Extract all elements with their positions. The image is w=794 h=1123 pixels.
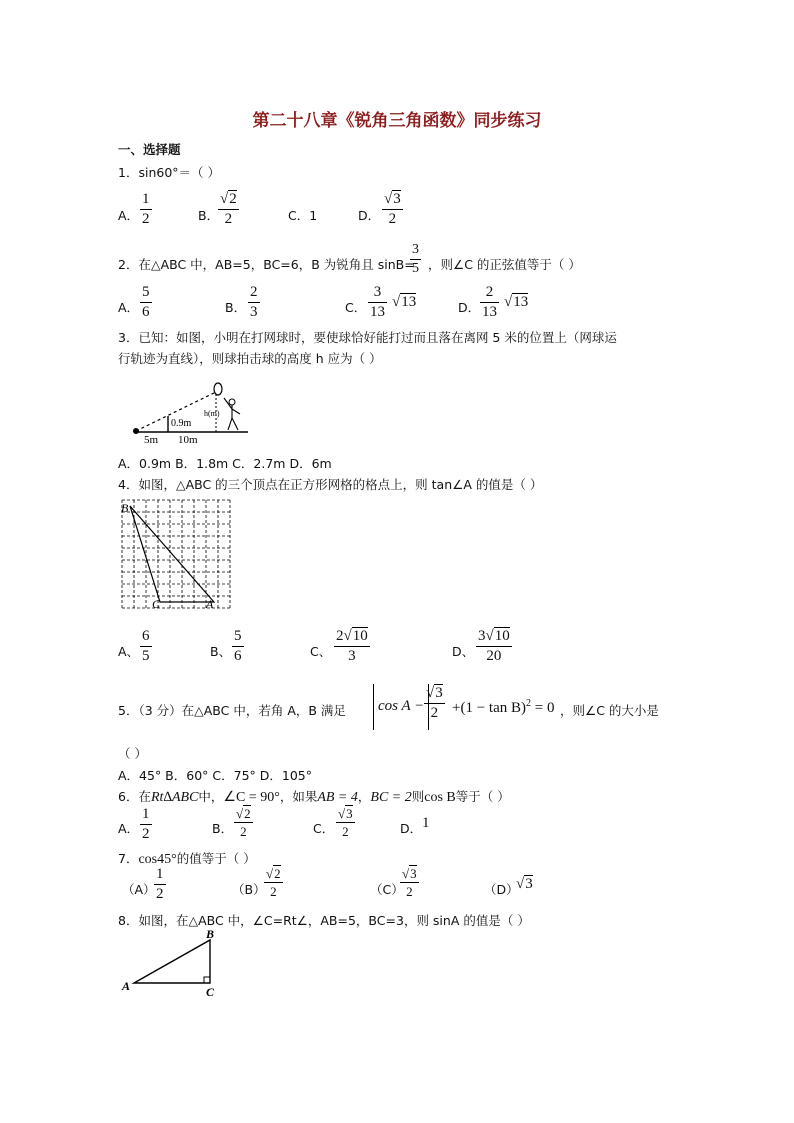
q7-c-radicand: 3 bbox=[410, 866, 417, 881]
q2-option-d-radical: √13 bbox=[504, 294, 529, 310]
q3-player-body bbox=[224, 398, 240, 430]
q2-c-num: 3 bbox=[373, 284, 382, 300]
q4-label-c: C bbox=[152, 597, 161, 610]
q6-ab: AB = 4 bbox=[317, 790, 358, 805]
q2-a-den: 6 bbox=[142, 304, 150, 320]
q4-option-c-fraction: 2√10 3 bbox=[336, 628, 368, 664]
q7-option-d-label: （D） bbox=[484, 882, 519, 897]
q8-label-b: B bbox=[206, 928, 215, 941]
q4-d-coef: 3 bbox=[478, 628, 486, 644]
q4-d-den: 20 bbox=[486, 648, 502, 664]
q5-stem-b: ，则∠C 的大小是 bbox=[560, 703, 659, 718]
q6-b-radicand: 2 bbox=[244, 806, 251, 821]
q4-d-radicand: 10 bbox=[494, 628, 510, 644]
q8-triangle-figure bbox=[118, 928, 228, 998]
q3-5m-label: 5m bbox=[144, 434, 159, 446]
q4-b-num: 5 bbox=[234, 628, 242, 644]
q7-option-c-label: （C） bbox=[370, 882, 404, 897]
q1-a-denominator: 2 bbox=[142, 211, 150, 227]
q1-option-c: C．1 bbox=[288, 208, 318, 223]
q6-angle-c: ∠C = 90° bbox=[223, 790, 280, 805]
q5-sqrt3-over-2: √3 2 bbox=[426, 685, 443, 721]
q2-option-a-label: A． bbox=[118, 300, 140, 315]
q2-sinB-den: 5 bbox=[412, 261, 419, 276]
q2-option-d-fraction bbox=[480, 285, 499, 320]
q6-option-a-label: A． bbox=[118, 821, 140, 836]
q4-triangle bbox=[130, 506, 214, 602]
q1-option-b-fraction: √2 2 bbox=[220, 191, 237, 227]
q5-radicand: 3 bbox=[435, 685, 443, 701]
q4-a-den: 5 bbox=[142, 648, 150, 664]
q6-option-d-label: D． bbox=[400, 821, 423, 836]
q4-label-b: B bbox=[121, 501, 129, 515]
q1-d-denominator: 2 bbox=[388, 211, 397, 227]
q4-option-a-label: A、 bbox=[118, 644, 140, 659]
q2-d-den: 13 bbox=[482, 304, 497, 320]
q7-option-b-fraction: √2 2 bbox=[266, 866, 281, 899]
q2-stem-b: ，则∠C 的正弦值等于（ ） bbox=[428, 257, 581, 272]
q3-player-head bbox=[229, 399, 235, 405]
q3-tennis-figure bbox=[128, 380, 253, 448]
q5-paren: （ ） bbox=[118, 746, 147, 761]
q6-b-den: 2 bbox=[240, 824, 247, 839]
q4-stem: 4．如图，△ABC 的三个顶点在正方形网格的格点上，则 tan∠A 的值是（ ） bbox=[118, 477, 543, 492]
q3-10m-label: 10m bbox=[178, 434, 198, 446]
q3-stem-line1: 3．已知：如图，小明在打网球时，要使球恰好能打过而且落在离网 5 米的位置上（网球运 bbox=[118, 330, 617, 345]
q4-a-num: 6 bbox=[142, 628, 150, 644]
q6-text-a: 6．在 bbox=[118, 789, 151, 804]
q6-a-den: 2 bbox=[142, 826, 150, 842]
q6-option-a-fraction bbox=[140, 807, 152, 842]
q2-b-num: 2 bbox=[250, 284, 258, 300]
q5-options: A．45° B．60° C．75° D．105° bbox=[118, 768, 312, 783]
q6-rt-abc: Rt∆ABC bbox=[150, 790, 199, 805]
q6-option-c-fraction: √3 2 bbox=[338, 806, 353, 839]
q7-option-b-label: （B） bbox=[232, 882, 266, 897]
q2-d-radicand: 13 bbox=[513, 294, 529, 310]
q6-text-f: 等于（ ） bbox=[455, 789, 510, 804]
q7-b-radicand: 2 bbox=[274, 866, 281, 881]
q6-option-b-fraction: √2 2 bbox=[236, 806, 251, 839]
q2-option-c-fraction bbox=[368, 285, 387, 320]
q6-option-d-value: 1 bbox=[422, 815, 430, 831]
q7-b-den: 2 bbox=[270, 884, 277, 899]
q3-net-label: 0.9m bbox=[171, 418, 192, 429]
q6-c-den: 2 bbox=[342, 824, 349, 839]
q8-triangle bbox=[134, 940, 210, 983]
q3-stem-line2: 行轨迹为直线），则球拍击球的高度 h 应为（ ） bbox=[118, 351, 382, 366]
q2-sinB-fraction bbox=[410, 243, 421, 276]
q4-c-coef: 2 bbox=[336, 628, 344, 644]
q1-option-d-fraction: √3 2 bbox=[384, 191, 401, 227]
q1-d-radicand: 3 bbox=[393, 191, 401, 207]
q4-option-d-fraction: 3√10 20 bbox=[478, 628, 510, 664]
q2-option-b-fraction bbox=[248, 285, 260, 320]
q2-option-a-fraction bbox=[140, 285, 152, 320]
q6-text-b: 中， bbox=[198, 789, 224, 804]
q5-abs-expression bbox=[373, 684, 429, 730]
q4-option-a-fraction bbox=[140, 629, 152, 664]
q8-stem: 8．如图，在△ABC 中，∠C=Rt∠，AB=5，BC=3，则 sinA 的值是（ ） bbox=[118, 913, 530, 928]
q7-option-d-radical: √3 bbox=[516, 876, 533, 892]
q7-a-num: 1 bbox=[156, 866, 164, 882]
q5-cos-a: cos A − bbox=[378, 698, 425, 714]
q3-height-label: h(m) bbox=[204, 409, 220, 418]
q2-a-num: 5 bbox=[142, 284, 150, 300]
q4-option-b-label: B、 bbox=[210, 644, 232, 659]
q6-option-b-label: B． bbox=[212, 821, 234, 836]
q2-option-c-radical: √13 bbox=[392, 294, 417, 310]
q2-c-radicand: 13 bbox=[401, 294, 417, 310]
q4-label-a: A bbox=[206, 597, 214, 610]
q2-option-b-label: B． bbox=[225, 300, 247, 315]
q7-stem bbox=[118, 849, 256, 868]
q7-cos45: cos45° bbox=[138, 852, 177, 867]
q2-sinB-num: 3 bbox=[412, 242, 419, 257]
q5-tan-term bbox=[452, 698, 554, 717]
q1-option-b-label: B． bbox=[198, 208, 220, 223]
q8-label-c: C bbox=[206, 985, 215, 998]
q7-a-den: 2 bbox=[156, 886, 164, 902]
q4-b-den: 6 bbox=[234, 648, 242, 664]
q2-option-c-label: C． bbox=[345, 300, 367, 315]
q2-c-den: 13 bbox=[370, 304, 385, 320]
q6-cos-b: cos B bbox=[424, 790, 456, 805]
q1-stem: 1．sin60°＝（ ） bbox=[118, 165, 220, 180]
q7-c-den: 2 bbox=[406, 884, 413, 899]
q1-option-a-label: A． bbox=[118, 208, 140, 223]
q8-right-angle-mark bbox=[204, 977, 210, 983]
q7-option-c-fraction: √3 2 bbox=[402, 866, 417, 899]
q1-a-numerator: 1 bbox=[142, 191, 150, 207]
q6-a-num: 1 bbox=[142, 806, 150, 822]
q7-option-a-fraction bbox=[154, 867, 166, 902]
q7-text-a: 7． bbox=[118, 851, 139, 866]
page-title: 第二十八章《锐角三角函数》同步练习 bbox=[252, 111, 542, 131]
q4-c-den: 3 bbox=[348, 648, 356, 664]
q6-text-d: ， bbox=[357, 789, 371, 804]
q5-equals: = 0 bbox=[531, 700, 555, 716]
q3-options: A．0.9m B．1.8m C．2.7m D．6m bbox=[118, 456, 332, 471]
q7-d-radicand: 3 bbox=[525, 876, 533, 892]
q1-option-d-label: D． bbox=[358, 208, 381, 223]
q2-b-den: 3 bbox=[250, 304, 258, 320]
q4-option-b-fraction bbox=[232, 629, 244, 664]
q6-text-e: 则 bbox=[411, 789, 425, 804]
q7-text-b: 的值等于（ ） bbox=[176, 851, 256, 866]
q2-stem-a: 2．在△ABC 中，AB=5，BC=6，B 为锐角且 sinB= bbox=[118, 257, 415, 272]
q1-b-radicand: 2 bbox=[229, 191, 237, 207]
q4-grid-figure bbox=[118, 498, 236, 610]
q6-stem bbox=[118, 787, 510, 806]
q5-square: 2 bbox=[526, 698, 531, 709]
q6-text-c: ，如果 bbox=[279, 789, 318, 804]
q6-bc: BC = 2 bbox=[370, 790, 412, 805]
q3-racket-icon bbox=[214, 383, 222, 395]
q2-option-d-label: D． bbox=[458, 300, 481, 315]
section-heading: 一、选择题 bbox=[118, 142, 181, 157]
q5-stem-a: 5．（3 分）在△ABC 中，若角 A，B 满足 bbox=[118, 703, 346, 718]
q4-option-c-label: C、 bbox=[310, 644, 332, 659]
q8-label-a: A bbox=[122, 979, 131, 993]
q1-option-a-fraction bbox=[140, 192, 152, 227]
q4-c-radicand: 10 bbox=[352, 628, 368, 644]
q1-b-denominator: 2 bbox=[224, 211, 233, 227]
q2-d-num: 2 bbox=[485, 284, 494, 300]
q6-c-radicand: 3 bbox=[346, 806, 353, 821]
q5-tail: +(1 − tan B) bbox=[452, 700, 526, 716]
q6-option-c-label: C． bbox=[313, 821, 335, 836]
q5-den: 2 bbox=[430, 705, 439, 721]
q7-option-a-label: （A） bbox=[122, 882, 156, 897]
q4-option-d-label: D、 bbox=[452, 644, 475, 659]
